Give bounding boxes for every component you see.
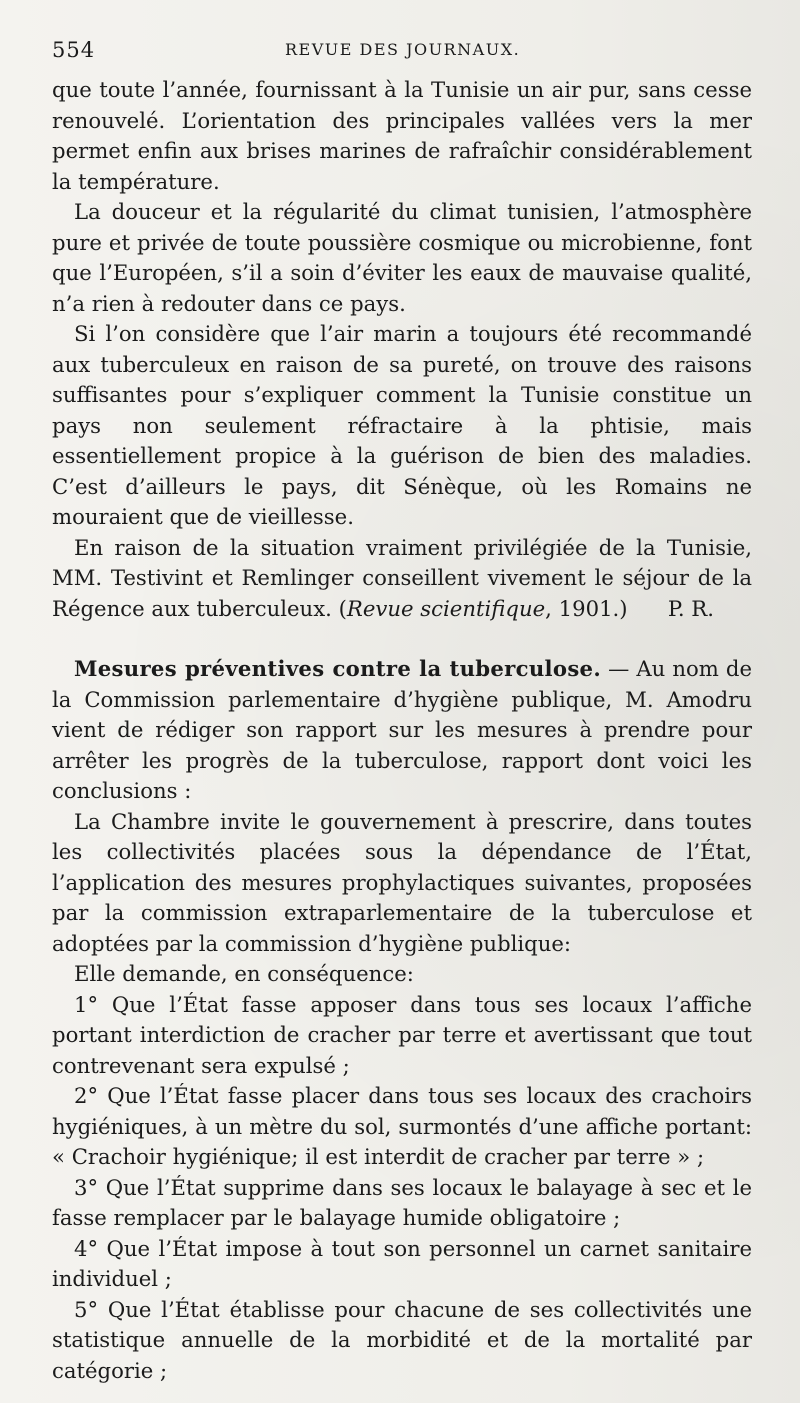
section-intro-text: Au nom de la Commission parlementaire d’hygiène publique, M. Amodru vient de rédiger son rapport sur les mesures à prendre pour arrêter les progrès de la tuberculose, rapport dont voici les conclusions :	[52, 656, 752, 803]
paragraph-continued: que toute l’année, fournissant à la Tunisie un air pur, sans cesse renouvelé. L’orientation des principales vallées vers la mer permet enfin aux brises marines de rafraîchir considérablement la température.	[52, 77, 752, 194]
paragraph-section-intro	[52, 654, 752, 807]
paragraph-climate: La douceur et la régularité du climat tunisien, l’atmosphère pure et privée de toute poussière cosmique ou microbienne, font que l’Européen, s’il a soin d’éviter les eaux de mauvaise qualité, n’a rien à redouter dans ce pays.	[52, 199, 752, 316]
author-initials: P. R.	[667, 595, 714, 621]
list-item-5: 5° Que l’État établisse pour chacune de ses collectivités une statistique annuelle de la morbidité et de la mortalité par catégorie ;	[52, 1296, 752, 1383]
running-title: REVUE DES JOURNAUX.	[285, 40, 521, 59]
section-dash: —	[601, 656, 637, 681]
section-title: Mesures préventives contre la tuberculose.	[74, 656, 602, 681]
page-number: 554	[52, 38, 96, 62]
source-year: , 1901.)	[545, 595, 628, 621]
list-item-4: 4° Que l’État impose à tout son personnel un carnet sanitaire individuel ;	[52, 1235, 752, 1291]
paragraph-demand: Elle demande, en conséquence:	[74, 961, 414, 986]
paragraph-conclusion	[52, 533, 752, 625]
paragraph-sea-air: Si l’on considère que l’air marin a toujours été recommandé aux tuberculeux en raison de sa pureté, on trouve des raisons suffisantes pour s’expliquer comment la Tunisie constitue un pays non seulement réfractaire à la phtisie, mais essentiellement propice à la guérison de bien des maladies. C’est d’ailleurs le pays, dit Sénèque, où les Romains ne mouraient que de vieillesse.	[52, 321, 752, 529]
page-header	[52, 38, 752, 68]
body-text	[52, 75, 752, 1386]
conclusion-text: En raison de la situation vraiment privilégiée de la Tunisie, MM. Testivint et Remlinger conseillent vivement le séjour de la Régence aux tuberculeux. (	[52, 534, 752, 621]
paragraph-chamber: La Chambre invite le gouvernement à prescrire, dans toutes les collectivités placées sous la dépendance de l’État, l’application des mesures prophylactiques suivantes, proposées par la commission extraparlementaire de la tuberculose et adoptées par la commission d’hygiène publique:	[52, 808, 752, 956]
list-item-1: 1° Que l’État fasse apposer dans tous ses locaux l’affiche portant interdiction de cracher par terre et avertissant que tout contrevenant sera expulsé ;	[52, 991, 752, 1078]
list-item-2: 2° Que l’État fasse placer dans tous ses locaux des crachoirs hygiéniques, à un mètre du sol, surmontés d’une affiche portant: « Crachoir hygiénique; il est interdit de cracher par terre » ;	[52, 1083, 752, 1169]
list-item-3: 3° Que l’État supprime dans ses locaux le balayage à sec et le fasse remplacer par le balayage humide obligatoire ;	[52, 1174, 752, 1230]
source-journal: Revue scientifique	[346, 595, 546, 621]
